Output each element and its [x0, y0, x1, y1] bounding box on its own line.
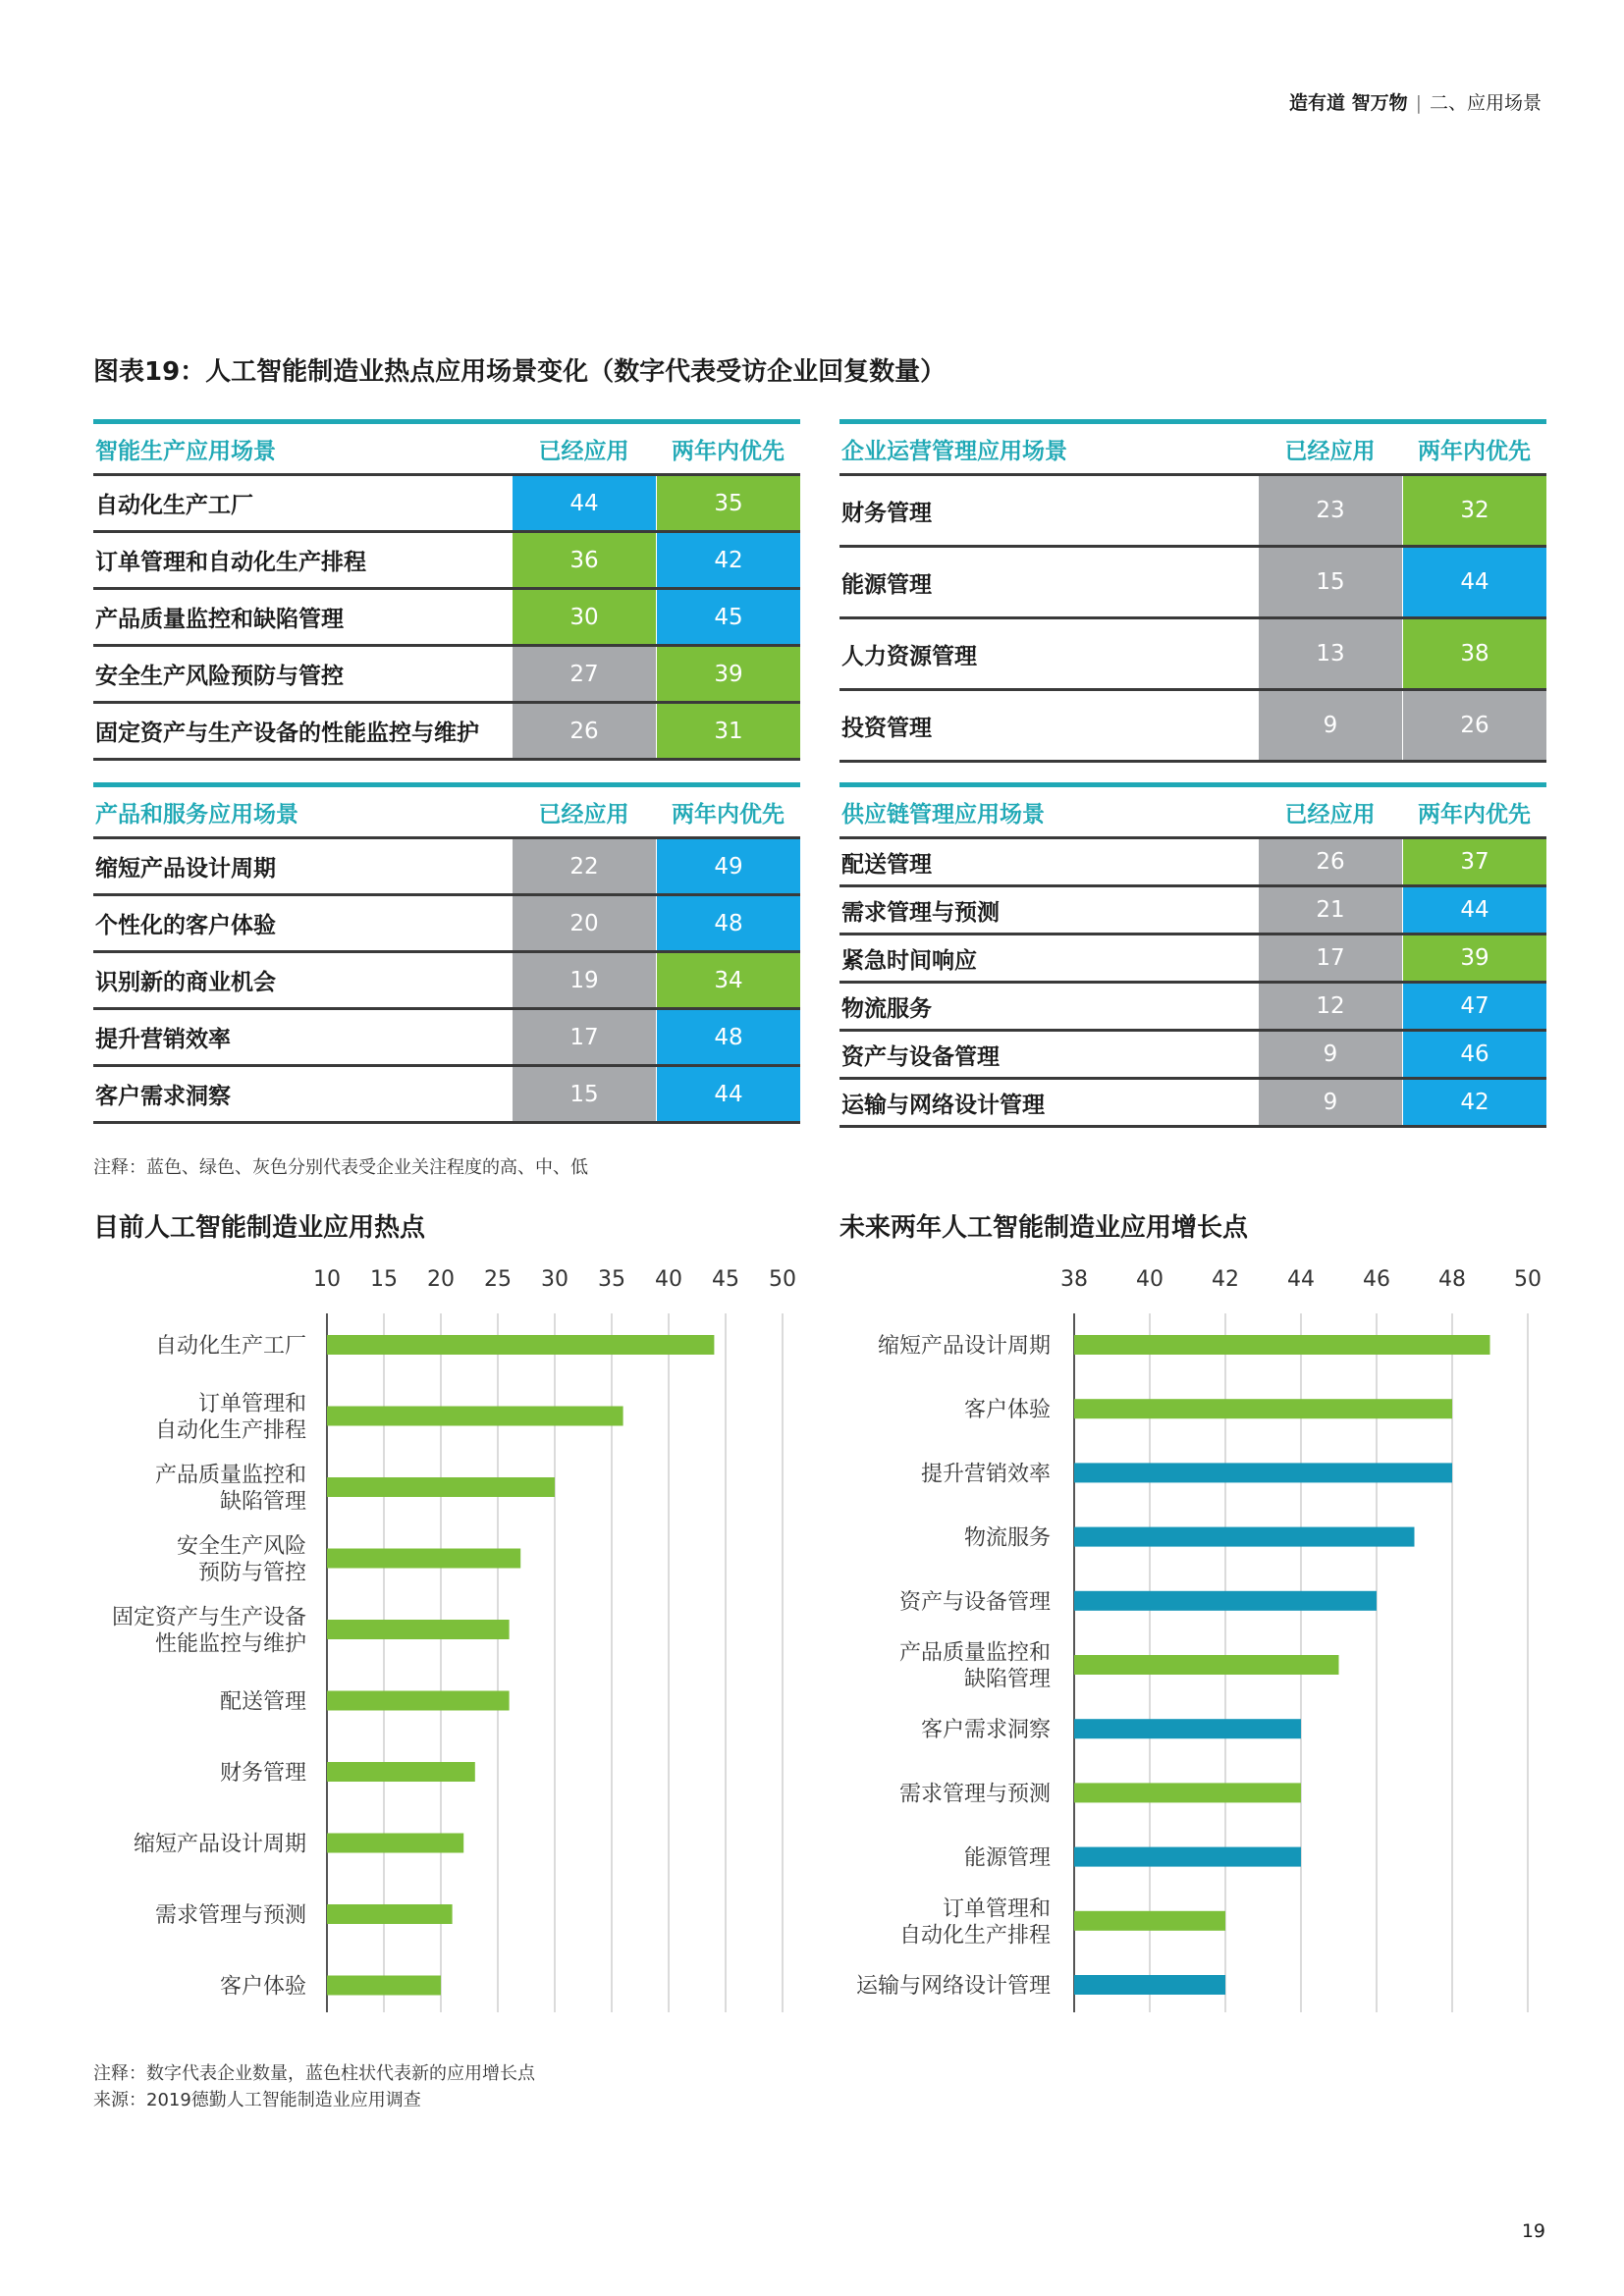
- cell-priority: 35: [657, 476, 800, 530]
- row-label: 提升营销效率: [95, 1027, 231, 1052]
- category-label: 自动化生产排程: [154, 1418, 306, 1443]
- category-label: 需求管理与预测: [154, 1903, 306, 1928]
- column-header-priority: 两年内优先: [1418, 801, 1531, 828]
- category-label: 能源管理: [963, 1845, 1051, 1871]
- x-tick-label: 35: [598, 1267, 625, 1292]
- bar: [1074, 1335, 1490, 1355]
- row-label: 资产与设备管理: [841, 1043, 1000, 1070]
- table-row: [839, 688, 1546, 763]
- table-row: [93, 473, 800, 530]
- chart-title-current: 目前人工智能制造业应用热点: [93, 1213, 426, 1243]
- table-row: [93, 701, 800, 761]
- table-row: [93, 644, 800, 701]
- table-heading: 企业运营管理应用场景: [841, 438, 1067, 464]
- table-row: [93, 950, 800, 1007]
- table-row: [839, 933, 1546, 981]
- cell-applied: 17: [1259, 935, 1402, 981]
- cell-priority: 44: [1403, 887, 1546, 933]
- source-note: 来源：2019德勤人工智能制造业应用调查: [93, 2090, 421, 2110]
- cell-applied: 13: [1259, 619, 1402, 688]
- column-header-applied: 已经应用: [538, 801, 629, 828]
- x-tick-label: 30: [541, 1267, 568, 1292]
- bar: [1074, 1591, 1377, 1611]
- category-label: 自动化生产工厂: [154, 1334, 306, 1359]
- category-label: 客户体验: [219, 1974, 306, 2000]
- bar: [1074, 1655, 1339, 1675]
- table-row: [839, 473, 1546, 545]
- bar: [327, 1691, 510, 1711]
- cell-priority: 31: [657, 704, 800, 758]
- cell-applied: 30: [513, 590, 656, 644]
- row-label: 产品质量监控和缺陷管理: [95, 607, 344, 632]
- category-label: 订单管理和: [942, 1896, 1051, 1922]
- category-label: 物流服务: [963, 1525, 1051, 1551]
- table-row: [93, 893, 800, 950]
- bar: [1074, 1911, 1225, 1931]
- bar: [327, 1335, 714, 1355]
- row-label: 配送管理: [841, 851, 932, 878]
- row-label: 运输与网络设计管理: [841, 1092, 1045, 1118]
- bar: [1074, 1399, 1452, 1418]
- category-label: 产品质量监控和: [898, 1640, 1051, 1666]
- cell-applied: 15: [513, 1067, 656, 1121]
- cell-applied: 23: [1259, 476, 1402, 545]
- category-label: 产品质量监控和: [154, 1463, 306, 1488]
- table-row: [839, 545, 1546, 616]
- row-label: 投资管理: [841, 715, 932, 741]
- table-row: [839, 981, 1546, 1029]
- cell-priority: 37: [1403, 839, 1546, 884]
- cell-applied: 15: [1259, 548, 1402, 616]
- cell-priority: 44: [657, 1067, 800, 1121]
- bar: [327, 1834, 463, 1853]
- cell-applied: 9: [1259, 1032, 1402, 1077]
- bar: [327, 1762, 475, 1782]
- category-label: 订单管理和: [197, 1392, 306, 1416]
- cell-priority: 48: [657, 1010, 800, 1064]
- table-header: [93, 787, 800, 836]
- header-brand: 造有道 智万物: [1288, 92, 1408, 114]
- running-header: [1289, 88, 1542, 115]
- header-section: 二、应用场景: [1429, 92, 1542, 114]
- cell-priority: 42: [657, 533, 800, 587]
- bar: [1074, 1975, 1225, 1995]
- row-label: 人力资源管理: [841, 643, 977, 669]
- row-label: 固定资产与生产设备的性能监控与维护: [95, 721, 479, 746]
- category-label: 客户体验: [963, 1398, 1051, 1423]
- cell-priority: 26: [1403, 691, 1546, 760]
- category-label: 安全生产风险: [176, 1534, 306, 1559]
- cell-priority: 46: [1403, 1032, 1546, 1077]
- column-header-priority: 两年内优先: [672, 438, 785, 464]
- table-row: [93, 530, 800, 587]
- category-label: 财务管理: [219, 1761, 306, 1786]
- row-label: 缩短产品设计周期: [95, 856, 276, 881]
- row-label: 自动化生产工厂: [95, 493, 253, 518]
- cell-applied: 17: [513, 1010, 656, 1064]
- table-row: [839, 836, 1546, 884]
- table-row: [93, 587, 800, 644]
- table-row: [839, 1029, 1546, 1077]
- table-products-services: [93, 782, 800, 1124]
- cell-priority: 45: [657, 590, 800, 644]
- x-tick-label: 44: [1287, 1267, 1315, 1292]
- category-label: 缩短产品设计周期: [877, 1334, 1051, 1359]
- bar: [327, 1549, 520, 1569]
- x-tick-label: 40: [1136, 1267, 1164, 1292]
- bar: [327, 1407, 623, 1426]
- table-row: [839, 884, 1546, 933]
- bar: [1074, 1783, 1301, 1802]
- category-label: 缺陷管理: [963, 1667, 1051, 1692]
- x-tick-label: 50: [769, 1267, 796, 1292]
- cell-priority: 38: [1403, 619, 1546, 688]
- cell-priority: 32: [1403, 476, 1546, 545]
- cell-applied: 20: [513, 896, 656, 950]
- chart-future-growth: [815, 1256, 1581, 2032]
- x-tick-label: 42: [1212, 1267, 1239, 1292]
- cell-applied: 26: [513, 704, 656, 758]
- cell-applied: 27: [513, 647, 656, 701]
- category-label: 缩短产品设计周期: [133, 1832, 306, 1857]
- x-tick-label: 45: [712, 1267, 739, 1292]
- bar: [1074, 1847, 1301, 1867]
- table-heading: 供应链管理应用场景: [841, 801, 1045, 828]
- row-label: 物流服务: [841, 995, 932, 1022]
- x-tick-label: 46: [1363, 1267, 1390, 1292]
- cell-priority: 39: [657, 647, 800, 701]
- column-header-applied: 已经应用: [1284, 438, 1376, 464]
- category-label: 客户需求洞察: [920, 1718, 1051, 1743]
- row-label: 客户需求洞察: [95, 1084, 231, 1109]
- cell-applied: 9: [1259, 691, 1402, 760]
- chart-note: 注释：数字代表企业数量，蓝色柱状代表新的应用增长点: [93, 2063, 535, 2084]
- table-row: [839, 1077, 1546, 1128]
- bar: [1074, 1719, 1301, 1738]
- header-separator: |: [1415, 92, 1422, 114]
- table-smart-production: [93, 419, 800, 761]
- category-label: 提升营销效率: [920, 1462, 1051, 1487]
- table-supply-chain: [839, 782, 1546, 1128]
- column-header-applied: 已经应用: [538, 438, 629, 464]
- row-label: 紧急时间响应: [841, 947, 977, 974]
- category-label: 预防与管控: [197, 1561, 306, 1585]
- category-label: 固定资产与生产设备: [111, 1605, 306, 1630]
- table-row: [93, 1064, 800, 1124]
- row-label: 需求管理与预测: [841, 899, 1000, 926]
- x-tick-label: 10: [313, 1267, 341, 1292]
- category-label: 资产与设备管理: [898, 1589, 1051, 1615]
- cell-applied: 12: [1259, 984, 1402, 1029]
- row-label: 安全生产风险预防与管控: [95, 664, 344, 689]
- cell-priority: 42: [1403, 1080, 1546, 1125]
- cell-applied: 26: [1259, 839, 1402, 884]
- table-heading: 产品和服务应用场景: [95, 801, 298, 828]
- cell-applied: 9: [1259, 1080, 1402, 1125]
- table-row: [93, 836, 800, 893]
- figure-title: 图表19：人工智能制造业热点应用场景变化（数字代表受访企业回复数量）: [93, 357, 947, 387]
- x-tick-label: 15: [370, 1267, 398, 1292]
- cell-applied: 21: [1259, 887, 1402, 933]
- bar: [1074, 1463, 1452, 1482]
- bar: [327, 1904, 453, 1924]
- category-label: 性能监控与维护: [154, 1631, 306, 1657]
- category-label: 自动化生产排程: [898, 1923, 1051, 1949]
- cell-applied: 36: [513, 533, 656, 587]
- cell-applied: 44: [513, 476, 656, 530]
- x-tick-label: 40: [655, 1267, 682, 1292]
- row-label: 订单管理和自动化生产排程: [95, 550, 366, 575]
- cell-applied: 22: [513, 839, 656, 893]
- chart-current-hotspots: [0, 1256, 815, 2032]
- cell-priority: 34: [657, 953, 800, 1007]
- category-label: 缺陷管理: [219, 1489, 306, 1515]
- chart-title-future: 未来两年人工智能制造业应用增长点: [839, 1213, 1249, 1243]
- cell-priority: 48: [657, 896, 800, 950]
- bar: [327, 1620, 510, 1639]
- x-tick-label: 20: [427, 1267, 455, 1292]
- category-label: 运输与网络设计管理: [855, 1974, 1051, 1999]
- page-number: 19: [1521, 2220, 1545, 2242]
- column-header-applied: 已经应用: [1284, 801, 1376, 828]
- bar: [327, 1477, 555, 1497]
- cell-priority: 49: [657, 839, 800, 893]
- row-label: 能源管理: [841, 571, 932, 598]
- bar: [1074, 1527, 1415, 1547]
- column-header-priority: 两年内优先: [672, 801, 785, 828]
- row-label: 个性化的客户体验: [95, 913, 276, 938]
- bar: [327, 1976, 441, 1996]
- table-heading: 智能生产应用场景: [95, 438, 276, 464]
- cell-priority: 47: [1403, 984, 1546, 1029]
- table-header: [93, 424, 800, 473]
- table-row: [93, 1007, 800, 1064]
- x-tick-label: 48: [1438, 1267, 1466, 1292]
- table-note: 注释：蓝色、绿色、灰色分别代表受企业关注程度的高、中、低: [93, 1157, 588, 1178]
- category-label: 需求管理与预测: [898, 1782, 1051, 1807]
- category-label: 配送管理: [219, 1689, 306, 1715]
- table-row: [839, 616, 1546, 688]
- column-header-priority: 两年内优先: [1418, 438, 1531, 464]
- cell-priority: 44: [1403, 548, 1546, 616]
- table-operations-management: [839, 419, 1546, 763]
- row-label: 财务管理: [841, 500, 932, 526]
- cell-applied: 19: [513, 953, 656, 1007]
- x-tick-label: 38: [1060, 1267, 1088, 1292]
- x-tick-label: 25: [484, 1267, 512, 1292]
- row-label: 识别新的商业机会: [95, 970, 276, 995]
- x-tick-label: 50: [1514, 1267, 1542, 1292]
- table-header: [839, 424, 1546, 473]
- cell-priority: 39: [1403, 935, 1546, 981]
- table-header: [839, 787, 1546, 836]
